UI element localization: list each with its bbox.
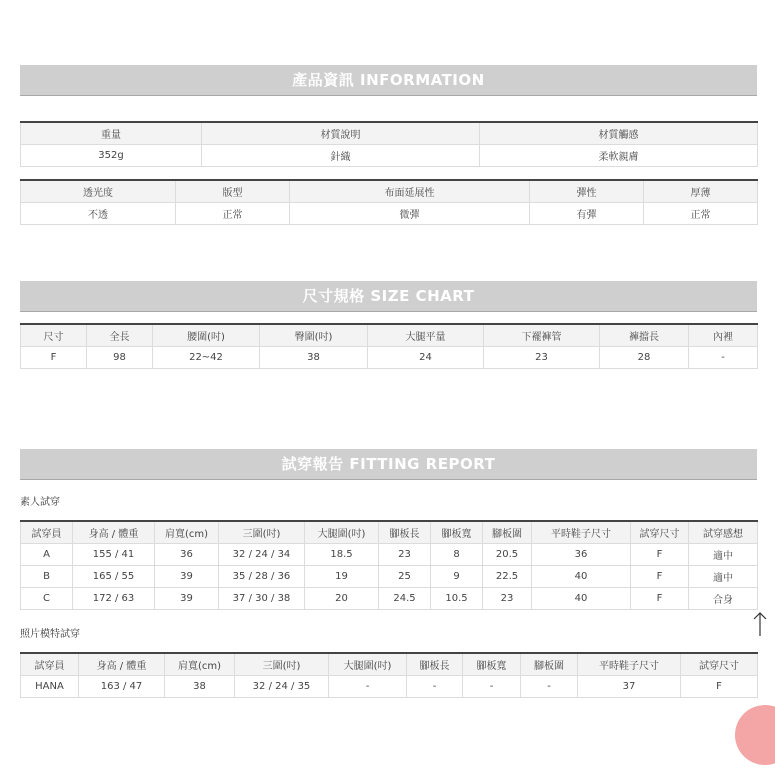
table-header-cell: 三圍(吋) [219,521,305,544]
table-cell: 40 [532,566,631,588]
table-cell: F [631,544,689,566]
table-cell: 165 / 55 [73,566,155,588]
table-cell: 172 / 63 [73,588,155,610]
table-cell: 40 [532,588,631,610]
information-banner: 產品資訊 INFORMATION [20,65,757,96]
table-cell: 38 [165,676,235,698]
table-header-cell: 大腿圍(吋) [305,521,379,544]
arrow-up-icon[interactable] [752,611,768,637]
table-cell: 不透 [21,203,176,225]
table-cell: 23 [379,544,431,566]
table-cell: 35 / 28 / 36 [219,566,305,588]
table-cell: 24 [368,347,484,369]
table-cell: 37 [578,676,681,698]
table-header-row [21,122,758,145]
amateur-fitting-table [20,520,758,610]
table-cell: 10.5 [431,588,483,610]
table-cell: 98 [87,347,153,369]
table-header-cell: 試穿員 [21,653,79,676]
table-header-cell: 試穿感想 [689,521,758,544]
table-header-cell: 肩寬(cm) [155,521,219,544]
table-header-cell: 腳板長 [379,521,431,544]
table-cell: 22~42 [153,347,260,369]
model-fitting-table [20,652,758,698]
table-header-cell: 試穿尺寸 [681,653,758,676]
table-cell: F [631,566,689,588]
information-table-2 [20,179,758,225]
table-cell: 36 [155,544,219,566]
table-header-cell: 布面延展性 [290,180,530,203]
table-row [21,203,758,225]
size-chart-banner: 尺寸規格 SIZE CHART [20,281,757,312]
model-fitting-label: 照片模特試穿 [20,629,80,640]
table-cell: 36 [532,544,631,566]
amateur-fitting-label: 素人試穿 [20,497,60,508]
information-table-1 [20,121,758,167]
table-cell: 柔軟親膚 [480,145,758,167]
table-cell: HANA [21,676,79,698]
table-header-cell: 腳板寬 [431,521,483,544]
table-row [21,145,758,167]
table-header-cell: 腰圍(吋) [153,324,260,347]
table-header-cell: 重量 [21,122,202,145]
table-cell: F [681,676,758,698]
table-cell: 25 [379,566,431,588]
table-cell: 163 / 47 [79,676,165,698]
table-header-row [21,180,758,203]
table-header-cell: 全長 [87,324,153,347]
table-cell: 合身 [689,588,758,610]
table-cell: B [21,566,73,588]
table-header-cell: 大腿圍(吋) [329,653,407,676]
table-cell: 37 / 30 / 38 [219,588,305,610]
table-cell: A [21,544,73,566]
table-header-cell: 大腿平量 [368,324,484,347]
table-cell: 24.5 [379,588,431,610]
table-header-cell: 透光度 [21,180,176,203]
table-cell: - [329,676,407,698]
table-header-cell: 材質觸感 [480,122,758,145]
table-cell: - [463,676,521,698]
table-cell: 39 [155,566,219,588]
table-cell: 20 [305,588,379,610]
table-header-cell: 試穿員 [21,521,73,544]
table-header-cell: 尺寸 [21,324,87,347]
table-cell: 正常 [644,203,758,225]
table-header-cell: 腳板長 [407,653,463,676]
table-header-cell: 腳板圍 [521,653,578,676]
table-header-row [21,521,758,544]
table-cell: 22.5 [483,566,532,588]
table-header-cell: 厚薄 [644,180,758,203]
table-cell: - [689,347,758,369]
table-cell: 18.5 [305,544,379,566]
table-header-cell: 肩寬(cm) [165,653,235,676]
table-header-cell: 腳板寬 [463,653,521,676]
table-cell: 9 [431,566,483,588]
table-header-cell: 腳板圍 [483,521,532,544]
size-chart-table [20,323,758,369]
table-cell: 8 [431,544,483,566]
table-header-cell: 彈性 [530,180,644,203]
table-cell: 有彈 [530,203,644,225]
table-cell: - [521,676,578,698]
table-header-cell: 下襬褲管 [484,324,600,347]
table-header-cell: 試穿尺寸 [631,521,689,544]
table-header-row [21,653,758,676]
fitting-report-banner: 試穿報告 FITTING REPORT [20,449,757,480]
table-header-cell: 身高 / 體重 [73,521,155,544]
table-cell: 23 [484,347,600,369]
table-cell: 適中 [689,544,758,566]
table-cell: 正常 [176,203,290,225]
table-row [21,676,758,698]
table-row [21,588,758,610]
table-cell: 針織 [202,145,480,167]
table-header-cell: 內裡 [689,324,758,347]
table-cell: 32 / 24 / 34 [219,544,305,566]
table-cell: 微彈 [290,203,530,225]
floating-widget[interactable] [735,705,775,765]
table-cell: 適中 [689,566,758,588]
table-row [21,566,758,588]
table-header-row [21,324,758,347]
table-header-cell: 褲擋長 [600,324,689,347]
table-cell: 23 [483,588,532,610]
table-header-cell: 三圍(吋) [235,653,329,676]
table-cell: 155 / 41 [73,544,155,566]
table-cell: 352g [21,145,202,167]
table-header-cell: 平時鞋子尺寸 [532,521,631,544]
table-header-cell: 身高 / 體重 [79,653,165,676]
table-row [21,544,758,566]
table-cell: 32 / 24 / 35 [235,676,329,698]
table-cell: 39 [155,588,219,610]
table-cell: 38 [260,347,368,369]
table-header-cell: 材質說明 [202,122,480,145]
table-header-cell: 臀圍(吋) [260,324,368,347]
table-header-cell: 平時鞋子尺寸 [578,653,681,676]
table-cell: C [21,588,73,610]
table-header-cell: 版型 [176,180,290,203]
table-cell: F [631,588,689,610]
table-cell: 20.5 [483,544,532,566]
table-cell: F [21,347,87,369]
table-cell: - [407,676,463,698]
table-row [21,347,758,369]
table-cell: 28 [600,347,689,369]
table-cell: 19 [305,566,379,588]
